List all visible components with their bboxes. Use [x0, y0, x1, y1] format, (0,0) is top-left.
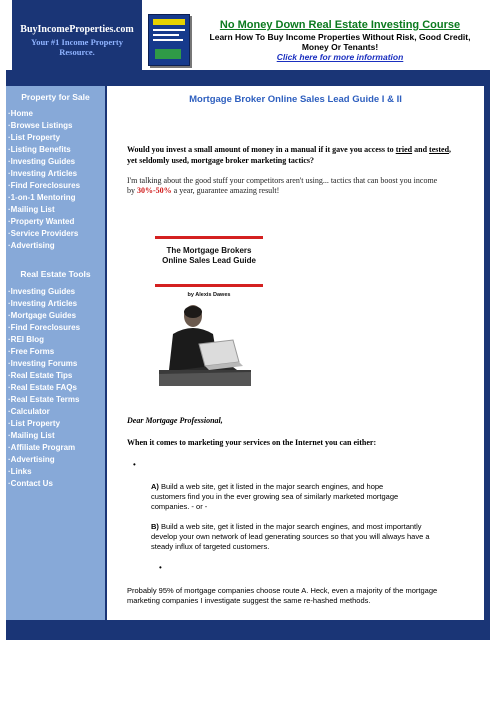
sidebar-item-label[interactable]: Real Estate Tips: [10, 371, 73, 380]
option-b: B) Build a web site, get it listed in the major search engines, and most importantly develop your own network of lead generating sources so that you will always have a steady influx of targeted customers.: [151, 522, 430, 551]
brand-box[interactable]: [12, 0, 142, 70]
sidebar: [6, 86, 105, 620]
nav-bullet-icon: ·: [8, 121, 11, 130]
nav-bullet-icon: ·: [8, 383, 11, 392]
sidebar-tool-item-rei-blog[interactable]: [8, 334, 80, 346]
sidebar-tool-item-list-property[interactable]: [8, 418, 80, 430]
sidebar-item-property-wanted[interactable]: [8, 216, 80, 228]
guide-cover-title: The Mortgage Brokers Online Sales Lead Guide: [162, 246, 256, 265]
nav-bullet-icon: ·: [8, 157, 11, 166]
promo-more-info-link[interactable]: Click here for more information: [276, 52, 404, 62]
marketing-intro: When it comes to marketing your services on the Internet you can either:: [127, 438, 377, 447]
nav-bullet-icon: ·: [8, 395, 11, 404]
sidebar-item-service-providers[interactable]: [8, 228, 80, 240]
sidebar-tool-item-find-foreclosures[interactable]: [8, 322, 80, 334]
sidebar-tool-item-investing-forums[interactable]: [8, 358, 80, 370]
nav-bullet-icon: ·: [8, 371, 11, 380]
sidebar-item-label[interactable]: List Property: [10, 133, 61, 142]
nav-bullet-icon: ·: [8, 205, 11, 214]
sidebar-item-find-foreclosures[interactable]: [8, 180, 80, 192]
sidebar-item-investing-articles[interactable]: [8, 168, 80, 180]
sidebar-item-label[interactable]: List Property: [10, 419, 61, 428]
nav-bullet-icon: ·: [8, 443, 11, 452]
site-subtitle: Your #1 Income Property Resource.: [31, 37, 123, 57]
sidebar-tool-item-real-estate-faqs[interactable]: [8, 382, 80, 394]
bullet-marker: •: [159, 563, 162, 572]
sidebar-item-label[interactable]: Real Estate Terms: [10, 395, 80, 404]
sidebar-item-label[interactable]: Contact Us: [10, 479, 53, 488]
salutation: Dear Mortgage Professional,: [127, 416, 223, 425]
sidebar-item-label[interactable]: Advertising: [10, 241, 55, 250]
sidebar-heading-real-estate-tools: Real Estate Tools: [20, 269, 91, 279]
sidebar-tool-item-real-estate-tips[interactable]: [8, 370, 80, 382]
intro-question: Would you invest a small amount of money in a manual if it gave you access to tried and tested, yet seldomly used, mortgage broker marketing tactics?: [127, 145, 452, 165]
nav-bullet-icon: ·: [8, 181, 11, 190]
sidebar-nav-tools: [8, 286, 80, 490]
sidebar-tool-item-mailing-list[interactable]: [8, 430, 80, 442]
sidebar-item-label[interactable]: Mortgage Guides: [10, 311, 77, 320]
sidebar-item-listing-benefits[interactable]: [8, 144, 80, 156]
nav-bullet-icon: ·: [8, 145, 11, 154]
nav-bullet-icon: ·: [8, 419, 11, 428]
nav-bullet-icon: ·: [8, 311, 11, 320]
sidebar-item-1-on-1-mentoring[interactable]: [8, 192, 80, 204]
nav-bullet-icon: ·: [8, 407, 11, 416]
intro-paragraph: I'm talking about the good stuff your competitors aren't using... tactics that can boost you income by 30%-50% a year, guarantee amazing result!: [127, 176, 438, 195]
sidebar-item-label[interactable]: Investing Guides: [10, 287, 76, 296]
sidebar-tool-item-investing-guides[interactable]: [8, 286, 80, 298]
sidebar-item-label[interactable]: Affiliate Program: [10, 443, 76, 452]
sidebar-tool-item-real-estate-terms[interactable]: [8, 394, 80, 406]
nav-bullet-icon: ·: [8, 287, 11, 296]
nav-bullet-icon: ·: [8, 455, 11, 464]
sidebar-item-investing-guides[interactable]: [8, 156, 80, 168]
sidebar-item-label[interactable]: Find Foreclosures: [10, 181, 81, 190]
nav-bullet-icon: ·: [8, 169, 11, 178]
sidebar-item-label[interactable]: Links: [10, 467, 32, 476]
nav-bullet-icon: ·: [8, 193, 11, 202]
nav-bullet-icon: ·: [8, 347, 11, 356]
main-content: [107, 86, 484, 620]
sidebar-item-label[interactable]: Investing Articles: [10, 299, 78, 308]
sidebar-tool-item-contact-us[interactable]: [8, 478, 80, 490]
sidebar-item-advertising[interactable]: [8, 240, 80, 252]
promo-banner: [202, 19, 478, 62]
sidebar-item-label[interactable]: Service Providers: [10, 229, 79, 238]
sidebar-item-label[interactable]: Find Foreclosures: [10, 323, 81, 332]
nav-bullet-icon: ·: [8, 359, 11, 368]
sidebar-item-label[interactable]: Browse Listings: [10, 121, 73, 130]
sidebar-tool-item-mortgage-guides[interactable]: [8, 310, 80, 322]
sidebar-tool-item-investing-articles[interactable]: [8, 298, 80, 310]
sidebar-item-label[interactable]: REI Blog: [10, 335, 45, 344]
sidebar-item-label[interactable]: Investing Forums: [10, 359, 78, 368]
bullet-marker: •: [133, 460, 136, 469]
site-title[interactable]: BuyIncomeProperties.com: [20, 24, 134, 35]
sidebar-nav-property: [8, 108, 80, 252]
guide-cover-image: [155, 236, 263, 388]
sidebar-item-label[interactable]: Real Estate FAQs: [10, 383, 77, 392]
guide-cover-author: by Alexis Dawes: [187, 292, 231, 298]
site-header: [6, 0, 490, 70]
sidebar-tool-item-advertising[interactable]: [8, 454, 80, 466]
sidebar-heading-property-for-sale: Property for Sale: [21, 92, 90, 102]
sidebar-item-label[interactable]: Free Forms: [10, 347, 55, 356]
page-title: Mortgage Broker Online Sales Lead Guide I & II: [189, 94, 402, 105]
course-book-image[interactable]: [148, 14, 190, 66]
sidebar-tool-item-links[interactable]: [8, 466, 80, 478]
sidebar-tool-item-free-forms[interactable]: [8, 346, 80, 358]
sidebar-item-label[interactable]: Investing Guides: [10, 157, 76, 166]
sidebar-item-list-property[interactable]: [8, 132, 80, 144]
nav-bullet-icon: ·: [8, 217, 11, 226]
nav-bullet-icon: ·: [8, 241, 11, 250]
sidebar-item-label[interactable]: Property Wanted: [10, 217, 75, 226]
man-with-laptop-photo: [159, 300, 251, 386]
sidebar-tool-item-affiliate-program[interactable]: [8, 442, 80, 454]
closing-paragraph: Probably 95% of mortgage companies choose route A. Heck, even a majority of the mortgage marketing companies I investigate suggest the same re-hashed methods.: [127, 586, 438, 605]
nav-bullet-icon: ·: [8, 133, 11, 142]
option-a: A) Build a web site, get it listed in the major search engines, and hope customers find you in the ever growing sea of similarly marketed mortgage companies. - or -: [151, 482, 399, 511]
promo-text: Learn How To Buy Income Properties Without Risk, Good Credit, Money Or Tenants!: [209, 32, 471, 52]
promo-title-link[interactable]: No Money Down Real Estate Investing Course: [219, 19, 461, 31]
sidebar-item-browse-listings[interactable]: [8, 120, 80, 132]
sidebar-item-mailing-list[interactable]: [8, 204, 80, 216]
sidebar-item-label[interactable]: Advertising: [10, 455, 55, 464]
sidebar-tool-item-calculator[interactable]: [8, 406, 80, 418]
sidebar-item-label[interactable]: Listing Benefits: [10, 145, 71, 154]
nav-bullet-icon: ·: [8, 323, 11, 332]
sidebar-item-label[interactable]: 1-on-1 Mentoring: [10, 193, 76, 202]
nav-bullet-icon: ·: [8, 479, 11, 488]
sidebar-item-label[interactable]: Mailing List: [10, 205, 55, 214]
sidebar-item-label[interactable]: Investing Articles: [10, 169, 78, 178]
sidebar-item-home[interactable]: [8, 108, 80, 120]
nav-bullet-icon: ·: [8, 467, 11, 476]
nav-bullet-icon: ·: [8, 335, 11, 344]
sidebar-item-label[interactable]: Mailing List: [10, 431, 55, 440]
nav-bullet-icon: ·: [8, 109, 11, 118]
sidebar-item-label[interactable]: Calculator: [10, 407, 50, 416]
nav-bullet-icon: ·: [8, 299, 11, 308]
sidebar-item-label[interactable]: Home: [10, 109, 33, 118]
nav-bullet-icon: ·: [8, 431, 11, 440]
nav-bullet-icon: ·: [8, 229, 11, 238]
income-boost-highlight: 30%-50%: [137, 186, 172, 195]
